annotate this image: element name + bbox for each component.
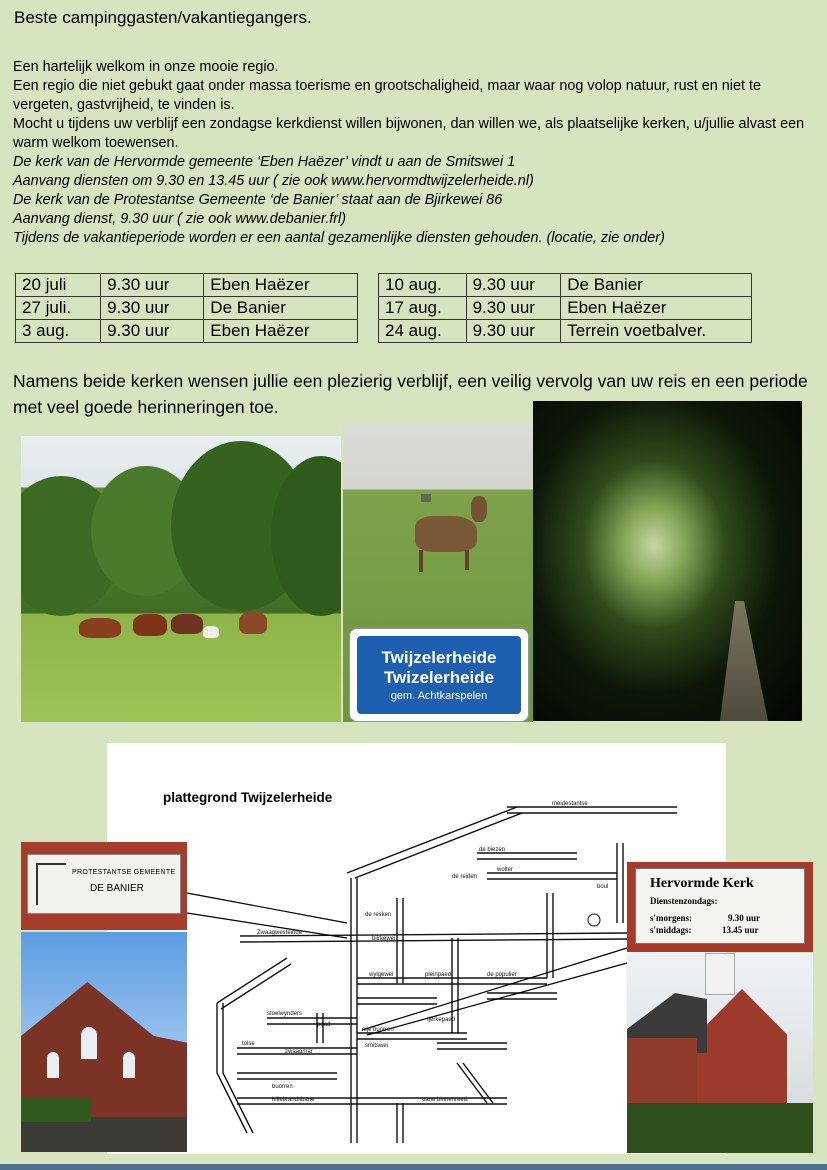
line-eben-haezer-location: De kerk van de Hervormde gemeente ‘Eben Haëzer’ vindt u aan de Smitswei 1 xyxy=(13,154,516,170)
hervormde-sign-row2-time: 13.45 uur xyxy=(722,925,759,935)
date-cell: 10 aug. xyxy=(379,274,467,297)
map-label-meidestantse: meidestantse xyxy=(552,801,588,807)
street-ground xyxy=(21,1117,187,1152)
greeting-heading: Beste campinggasten/vakantiegangers. xyxy=(14,8,312,27)
map-title: plattegrond Twijzelerheide xyxy=(163,790,333,805)
town-sign xyxy=(349,628,529,722)
deer-leg xyxy=(419,550,423,572)
map-label-wolter: wolter xyxy=(497,867,514,873)
date-cell: 3 aug. xyxy=(16,320,101,343)
church-building xyxy=(697,989,787,1119)
map-label-wylgewei: wylgewei xyxy=(369,972,394,978)
map-label-buorren: buorren xyxy=(272,1084,293,1090)
town-sign-line1: Twijzelerheide xyxy=(381,648,497,667)
forest-path-photo xyxy=(533,401,802,721)
cow-shape xyxy=(239,612,267,634)
line-banier-times: Aanvang dienst, 9.30 uur ( zie ook www.debanier.frl) xyxy=(13,211,347,227)
map-label-tjerkepaed: tjerkepaed xyxy=(427,1017,456,1023)
deer-body xyxy=(415,516,477,552)
place-cell: Eben Haëzer xyxy=(561,297,752,320)
hervormde-sign-title: Hervormde Kerk xyxy=(650,876,754,891)
line-holiday-services: Tijdens de vakantieperiode worden er een aantal gezamenlijke diensten gehouden. (locatie, zie onder) xyxy=(13,230,665,246)
time-cell: 9.30 uur xyxy=(101,274,204,297)
cows-meadow-photo xyxy=(21,436,341,722)
map-label-tolse: tolse xyxy=(242,1041,255,1047)
map-label-de-resken: de resken xyxy=(365,912,392,918)
line-eben-haezer-times: Aanvang diensten om 9.30 en 13.45 uur ( zie ook www.hervormdtwijzelerheide.nl) xyxy=(13,173,534,189)
street-vertical-1 xyxy=(351,878,357,1143)
church-side-building xyxy=(627,1038,697,1108)
table-row xyxy=(16,297,358,320)
time-cell: 9.30 uur xyxy=(101,320,204,343)
map-label-nije-buorren: nije buorren xyxy=(362,1027,394,1033)
town-sign-line2: Twizelerheide xyxy=(383,668,495,687)
hervormde-sign-plate xyxy=(635,868,805,944)
street-wolter xyxy=(487,873,617,879)
banier-sign-line1: PROTESTANTSE GEMEENTE xyxy=(72,869,176,876)
street-geitenkamp xyxy=(357,998,437,1004)
street-meidestantse xyxy=(507,807,677,813)
paragraph-welcome: Een hartelijk welkom in onze mooie regio. xyxy=(13,59,279,75)
banier-church-photo xyxy=(21,932,187,1152)
hedge xyxy=(21,1097,91,1122)
street-south xyxy=(397,1103,403,1143)
street-west xyxy=(217,1003,253,1133)
hervormde-sign-photo xyxy=(627,862,813,952)
table-row xyxy=(16,320,358,343)
deer-leg xyxy=(465,550,469,570)
place-cell: Eben Haëzer xyxy=(204,274,358,297)
pointer-line-banier xyxy=(187,893,347,923)
table-row xyxy=(379,297,752,320)
time-cell: 9.30 uur xyxy=(466,297,561,320)
map-label-de-biezen: de biezen xyxy=(479,847,506,853)
table-row xyxy=(379,274,752,297)
time-cell: 9.30 uur xyxy=(466,320,561,343)
street-de-biezen xyxy=(477,853,577,859)
closing-text: Namens beide kerken wensen jullie een plezierig verblijf, een veilig vervolg van uw reis en een periode met veel goede herinneringen toe. xyxy=(13,371,808,417)
paragraph-church-invite: Mocht u tijdens uw verblijf een zondagse kerkdienst willen bijwonen, dan willen we, als plaatselijke kerken, u/jullie alvast een warm welkom toewensen. xyxy=(13,116,805,151)
banier-sign-plate xyxy=(27,854,181,914)
schedule-table-right xyxy=(378,273,752,343)
fence-post xyxy=(421,494,431,502)
time-cell: 9.30 uur xyxy=(466,274,561,297)
map-label-stoelwynders: stoelwynders xyxy=(267,1011,303,1017)
street-stoelwynders xyxy=(267,1018,357,1024)
map-label-oane-binnenreed: oane binnenreed xyxy=(422,1097,468,1103)
map-label-hillebrandsbane: hillebrandsbane xyxy=(272,1097,315,1103)
hervormde-sign-subtitle: Dienstenzondags: xyxy=(650,896,718,906)
map-label-de-reiden: de reiden xyxy=(452,874,478,880)
street-diagonal xyxy=(347,807,522,878)
cow-shape xyxy=(171,614,203,634)
street-east xyxy=(617,843,623,923)
paragraph-region: Een regio die niet gebukt gaat onder massa toerisme en grootschaligheid, maar waar nog volop natuur, rust en niet te vergeten, gastvrijheid, te vinden is. xyxy=(13,78,761,113)
street-nije-buorren xyxy=(357,1033,467,1039)
cow-shape xyxy=(133,614,167,636)
place-cell: Eben Haëzer xyxy=(204,320,358,343)
hedge xyxy=(627,1103,813,1153)
hervormde-sign-row2-label: s'middags: xyxy=(650,925,692,935)
street-vertical-4 xyxy=(547,893,553,978)
map-label-paad: paad xyxy=(317,1022,331,1028)
schedule-table-left xyxy=(15,273,358,343)
map-label-zwaagwesteinde: Zwaagwesteinde xyxy=(257,930,303,936)
place-cell: Terrein voetbalver. xyxy=(561,320,752,343)
place-cell: De Banier xyxy=(561,274,752,297)
table-row xyxy=(379,320,752,343)
map-label-pleinpaed: pleinpaed xyxy=(425,972,452,978)
banier-sign-photo xyxy=(21,842,187,930)
banier-sign-line2: DE BANIER xyxy=(90,883,144,894)
line-banier-location: De kerk van de Protestantse Gemeente ‘de Banier’ staat aan de Bjirkewei 86 xyxy=(13,192,503,208)
date-cell: 17 aug. xyxy=(379,297,467,320)
banner-logo-icon xyxy=(36,863,66,905)
map-label-boul: boul xyxy=(597,884,609,890)
table-row xyxy=(16,274,358,297)
pointer-line-herv xyxy=(362,948,627,1030)
street-nw xyxy=(217,958,291,1009)
map-label-de-populier: de populier xyxy=(487,972,517,978)
map-label-smitswei: smitswei xyxy=(365,1043,389,1049)
path-shape xyxy=(708,601,768,721)
street-de-wade xyxy=(437,1043,507,1049)
cow-shape xyxy=(79,618,121,638)
place-cell: De Banier xyxy=(204,297,358,320)
deer-head xyxy=(471,496,487,522)
town-sign-line3: gem. Achtkarspelen xyxy=(390,690,488,702)
hervormde-church-photo xyxy=(627,953,813,1153)
map-symbol xyxy=(588,914,600,926)
bottom-border xyxy=(0,1164,827,1170)
church-tower xyxy=(705,953,735,995)
street-buorren xyxy=(237,1073,337,1079)
street-tjerkepaed xyxy=(487,993,557,999)
date-cell: 27 juli. xyxy=(16,297,101,320)
hervormde-sign-row1-time: 9.30 uur xyxy=(728,913,761,923)
church-window xyxy=(81,1027,97,1059)
date-cell: 24 aug. xyxy=(379,320,467,343)
time-cell: 9.30 uur xyxy=(101,297,204,320)
date-cell: 20 juli xyxy=(16,274,101,297)
cow-shape xyxy=(203,626,219,638)
hervormde-sign-row1-label: s'morgens: xyxy=(650,913,692,923)
map-label-zwaagmar: zwaagmar xyxy=(285,1049,313,1055)
intro-text xyxy=(13,58,813,248)
church-window xyxy=(123,1052,135,1078)
church-window xyxy=(47,1052,59,1078)
map-label-bjirkewei: bjirkewei xyxy=(372,936,396,942)
deer-photo xyxy=(343,424,533,722)
